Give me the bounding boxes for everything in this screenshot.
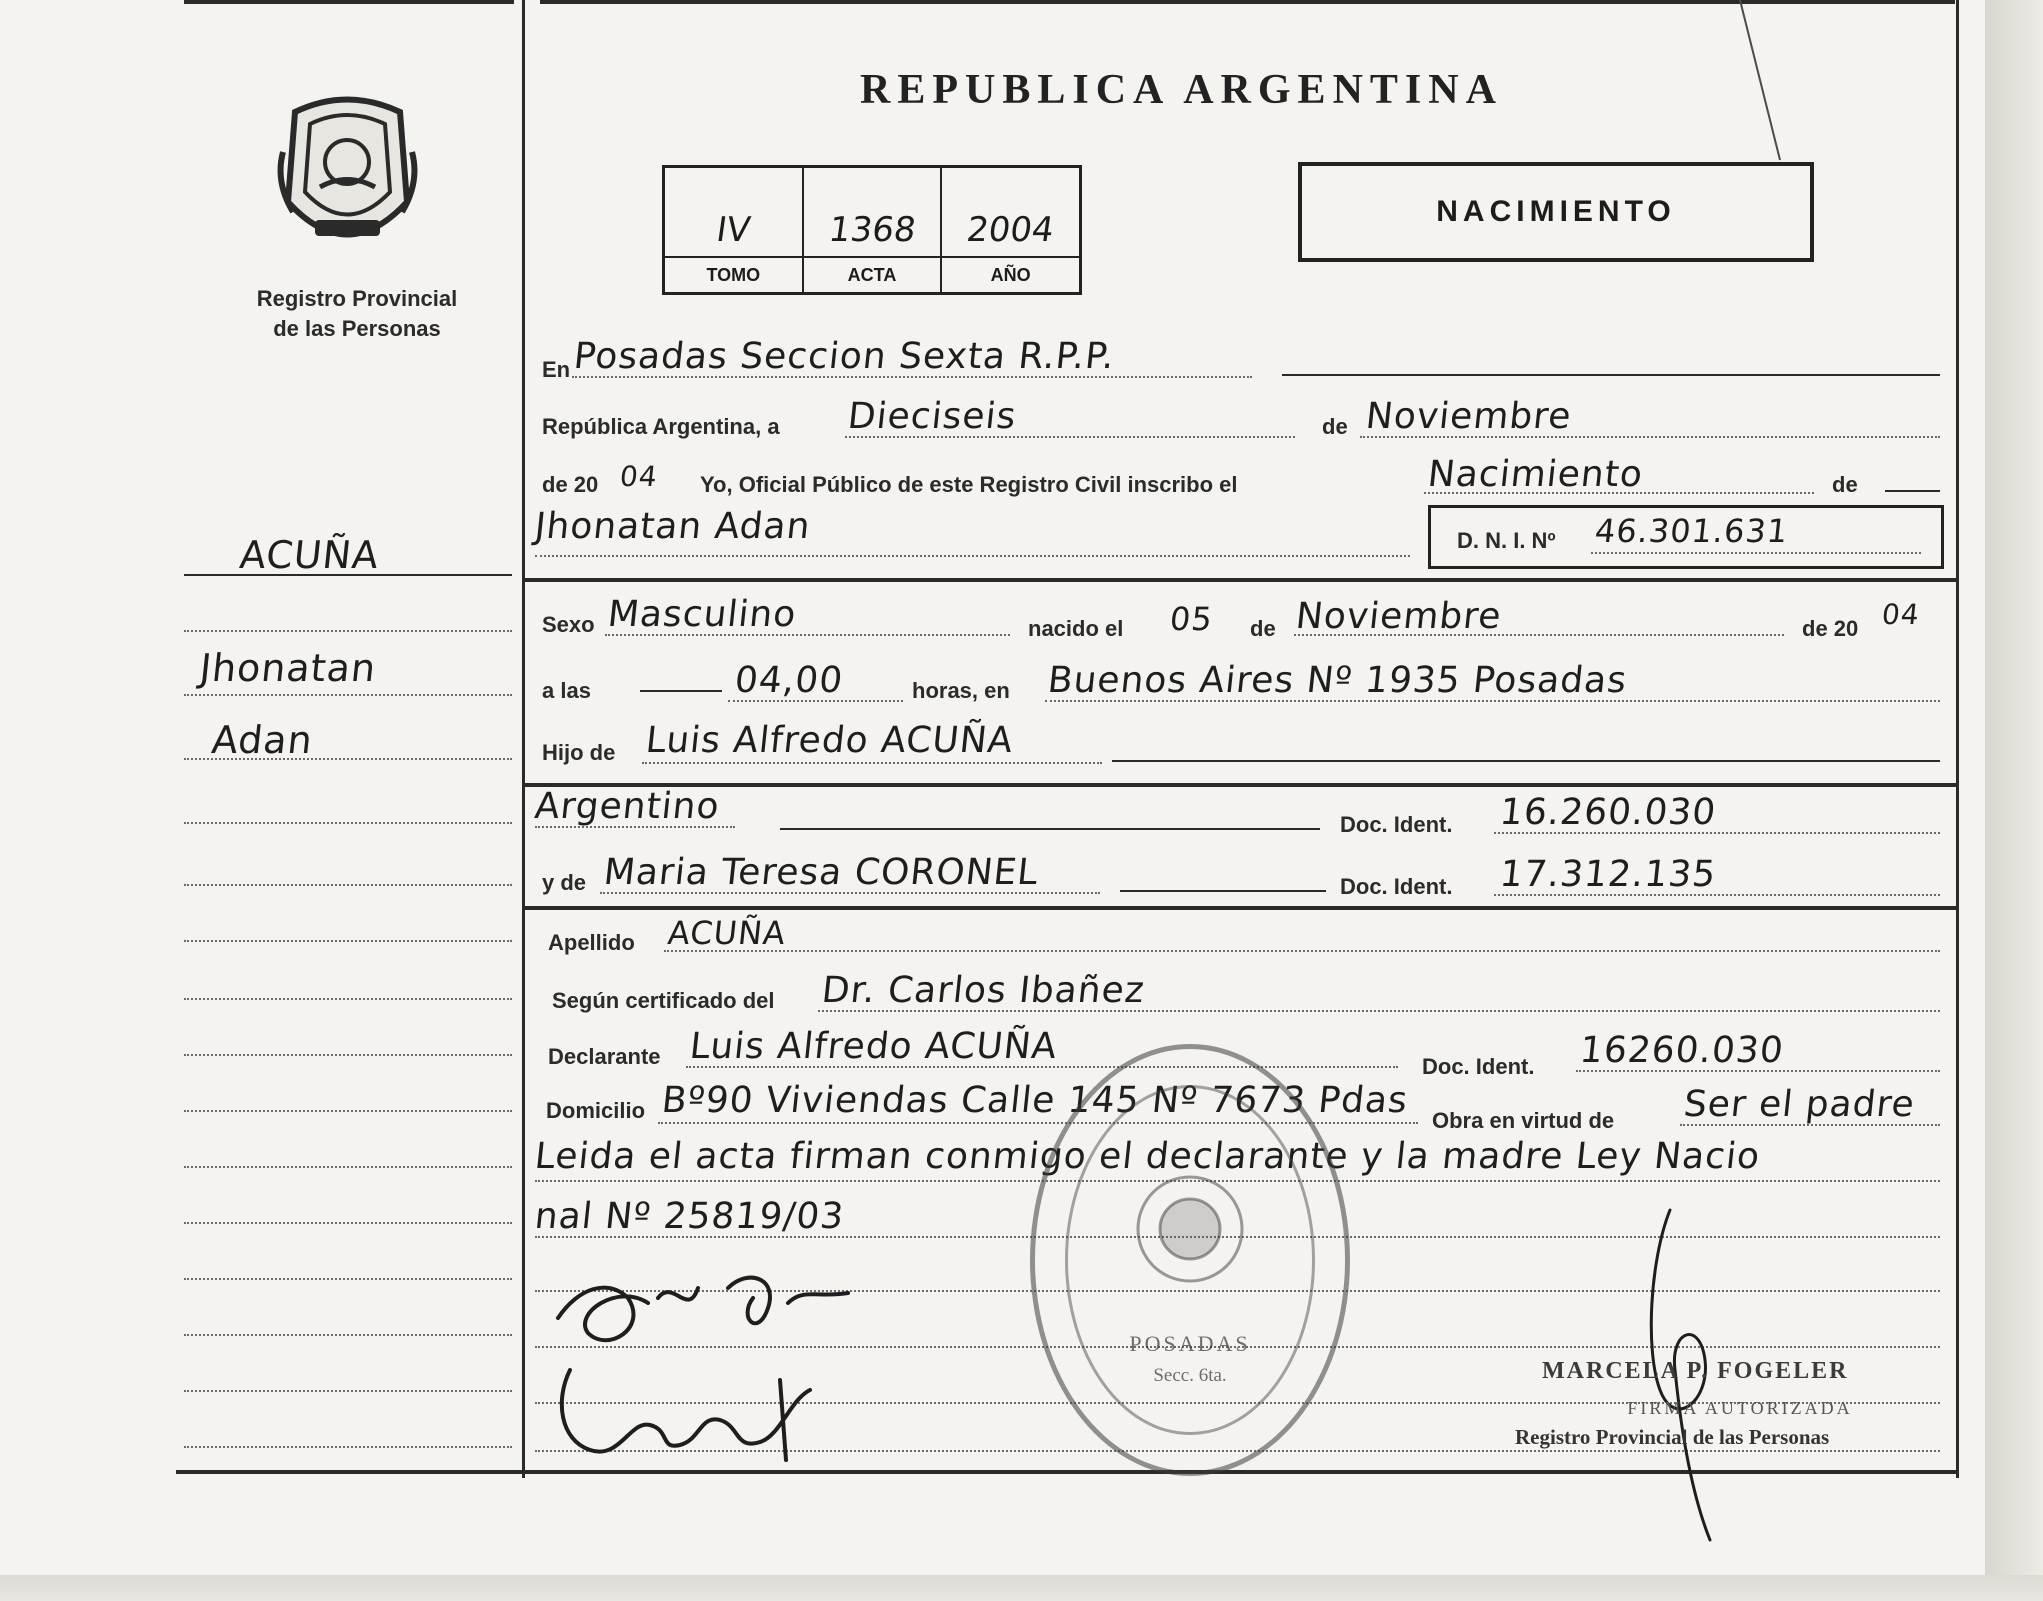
surname-value: ACUÑA xyxy=(666,914,788,952)
stamp-city: POSADAS xyxy=(1129,1331,1251,1356)
stub-line xyxy=(184,822,512,824)
registration-table xyxy=(662,165,1082,295)
stub-surname: ACUÑA xyxy=(237,533,382,577)
mother-doc-value: 17.312.135 xyxy=(1497,854,1719,895)
paper-fold-line xyxy=(1735,0,1795,170)
acta-value: 1368 xyxy=(825,210,919,250)
stub-surname-rule xyxy=(184,574,512,576)
day-line xyxy=(845,436,1295,438)
declarant-value: Luis Alfredo ACUÑA xyxy=(687,1026,1060,1067)
record-type-box: NACIMIENTO xyxy=(1298,162,1814,262)
declarant-doc-line xyxy=(1576,1070,1940,1072)
place-line xyxy=(572,376,1252,378)
stub-line xyxy=(184,940,512,942)
official-stamp xyxy=(1030,1044,1350,1476)
child-name-line xyxy=(535,555,1410,557)
stamp-section: Secc. 6ta. xyxy=(1153,1365,1227,1386)
stub-given-name-1: Jhonatan xyxy=(197,646,379,690)
stub-line xyxy=(184,998,512,1000)
birth-place-line xyxy=(1045,700,1940,702)
dni-line xyxy=(1591,552,1921,554)
at-label: a las xyxy=(542,678,591,703)
stub-registry-line-2: de las Personas xyxy=(273,316,441,341)
act-kind-value: Nacimiento xyxy=(1425,454,1646,495)
day-words-value: Dieciseis xyxy=(845,396,1019,437)
surname-label: Apellido xyxy=(548,930,635,955)
page-edge-shadow xyxy=(1985,0,2043,1601)
declarant-line xyxy=(686,1066,1398,1068)
stub-line xyxy=(184,1166,512,1168)
mother-doc-line xyxy=(1494,894,1940,896)
stub-registry-line-1: Registro Provincial xyxy=(256,286,458,311)
doctor-value: Dr. Carlos Ibañez xyxy=(819,970,1147,1011)
tomo-value: IV xyxy=(713,210,753,250)
birth-month-line xyxy=(1294,634,1784,636)
stub-line xyxy=(184,1334,512,1336)
en-label: En xyxy=(542,357,571,382)
stub-line xyxy=(184,694,512,696)
mother-name-line-rest xyxy=(1120,890,1326,892)
stub-line xyxy=(184,758,512,760)
hour-line xyxy=(728,700,903,702)
page-bottom-shadow xyxy=(0,1575,2043,1601)
note-line-2: nal Nº 25819/03 xyxy=(532,1196,847,1237)
official-text: Yo, Oficial Público de este Registro Civil inscribo el xyxy=(700,472,1238,497)
father-section-rule xyxy=(525,783,1957,787)
child-section-rule xyxy=(525,578,1957,582)
ano-cell xyxy=(942,168,1079,292)
father-doc-line xyxy=(1494,832,1940,834)
stub-line xyxy=(184,1222,512,1224)
right-frame xyxy=(1956,0,1959,1478)
birth-year-prefix-label: de 20 xyxy=(1802,616,1859,641)
note-line-1: Leida el acta firman conmigo el declarante y la madre Ley Nacio xyxy=(532,1136,1763,1177)
dni-value: 46.301.631 xyxy=(1593,512,1791,550)
stub-registry-name xyxy=(218,284,496,344)
mother-signature xyxy=(550,1360,840,1470)
place-line-rest xyxy=(1282,374,1940,376)
father-name-line-rest xyxy=(1112,760,1940,762)
nationality-line xyxy=(535,826,735,828)
acta-cell xyxy=(804,168,943,292)
tomo-label: TOMO xyxy=(665,256,802,292)
declarant-label: Declarante xyxy=(548,1044,661,1069)
de-line xyxy=(1885,490,1940,492)
act-kind-line xyxy=(1424,492,1814,494)
month-label: de xyxy=(1322,414,1348,439)
father-nationality-value: Argentino xyxy=(532,786,722,827)
declarant-signature xyxy=(548,1258,888,1368)
year-suffix-value: 04 xyxy=(618,460,660,493)
sex-value: Masculino xyxy=(605,594,799,635)
de-label: de xyxy=(1832,472,1858,497)
declarant-doc-label: Doc. Ident. xyxy=(1422,1054,1535,1079)
father-doc-value: 16.260.030 xyxy=(1497,792,1719,833)
stub-given-name-2: Adan xyxy=(209,718,316,762)
stamp-emblem-icon xyxy=(1130,1169,1250,1289)
acta-label: ACTA xyxy=(804,256,941,292)
official-registry: Registro Provincial de las Personas xyxy=(1515,1425,1830,1449)
acts-by-label: Obra en virtud de xyxy=(1432,1108,1615,1133)
mother-name-line xyxy=(600,892,1100,894)
declarant-doc-value: 16260.030 xyxy=(1577,1030,1786,1071)
ano-value: 2004 xyxy=(964,210,1057,250)
document-title: REPUBLICA ARGENTINA xyxy=(860,67,1503,113)
father-name-line xyxy=(642,762,1102,764)
acts-by-value: Ser el padre xyxy=(1681,1084,1917,1125)
doctor-line xyxy=(818,1010,1940,1012)
official-role: FIRMA AUTORIZADA xyxy=(1627,1398,1853,1418)
birth-month-value: Noviembre xyxy=(1293,596,1504,637)
de-label-2: de xyxy=(1250,616,1276,641)
country-label: República Argentina, a xyxy=(542,414,780,439)
stub-line xyxy=(184,1446,512,1448)
top-rule-stub xyxy=(184,0,514,4)
acts-by-line xyxy=(1680,1124,1940,1126)
tomo-cell xyxy=(665,168,804,292)
and-label: y de xyxy=(542,870,587,895)
hour-dash xyxy=(640,690,722,692)
surname-line xyxy=(664,950,1940,952)
stub-line xyxy=(184,1054,512,1056)
stub-line xyxy=(184,630,512,632)
birth-place-value: Buenos Aires Nº 1935 Posadas xyxy=(1045,660,1630,701)
stub-line xyxy=(184,1110,512,1112)
month-value: Noviembre xyxy=(1363,396,1574,437)
nationality-line-rest xyxy=(780,828,1320,830)
ano-label: AÑO xyxy=(942,256,1079,292)
child-name-value: Jhonatan Adan xyxy=(532,506,813,547)
stub-line xyxy=(184,1278,512,1280)
hour-value: 04,00 xyxy=(732,660,846,701)
address-label: Domicilio xyxy=(546,1098,646,1123)
place-value: Posadas Seccion Sexta R.P.P. xyxy=(571,336,1117,377)
mother-doc-label: Doc. Ident. xyxy=(1340,874,1453,899)
dni-label: D. N. I. Nº xyxy=(1457,528,1556,553)
provincial-seal-icon xyxy=(275,92,420,252)
son-of-label: Hijo de xyxy=(542,740,616,765)
month-line xyxy=(1360,436,1940,438)
father-name-value: Luis Alfredo ACUÑA xyxy=(643,720,1016,761)
hours-label: horas, en xyxy=(912,678,1010,703)
official-name: MARCELA P. FOGELER xyxy=(1542,1358,1849,1384)
stub-line xyxy=(184,884,512,886)
stub-divider xyxy=(522,0,525,1478)
born-label: nacido el xyxy=(1028,616,1124,641)
birth-day-value: 05 xyxy=(1168,600,1215,638)
birth-year-suffix-value: 04 xyxy=(1880,598,1922,631)
father-doc-label: Doc. Ident. xyxy=(1340,812,1453,837)
address-value: Bº90 Viviendas Calle 145 Nº 7673 Pdas xyxy=(659,1080,1411,1121)
mother-name-value: Maria Teresa CORONEL xyxy=(601,852,1041,893)
dni-box xyxy=(1428,505,1944,569)
stub-line xyxy=(184,1390,512,1392)
cert-label: Según certificado del xyxy=(552,988,775,1013)
year-prefix-label: de 20 xyxy=(542,472,599,497)
sex-line xyxy=(605,634,1010,636)
sex-label: Sexo xyxy=(542,612,595,637)
parents-section-rule xyxy=(525,906,1957,910)
